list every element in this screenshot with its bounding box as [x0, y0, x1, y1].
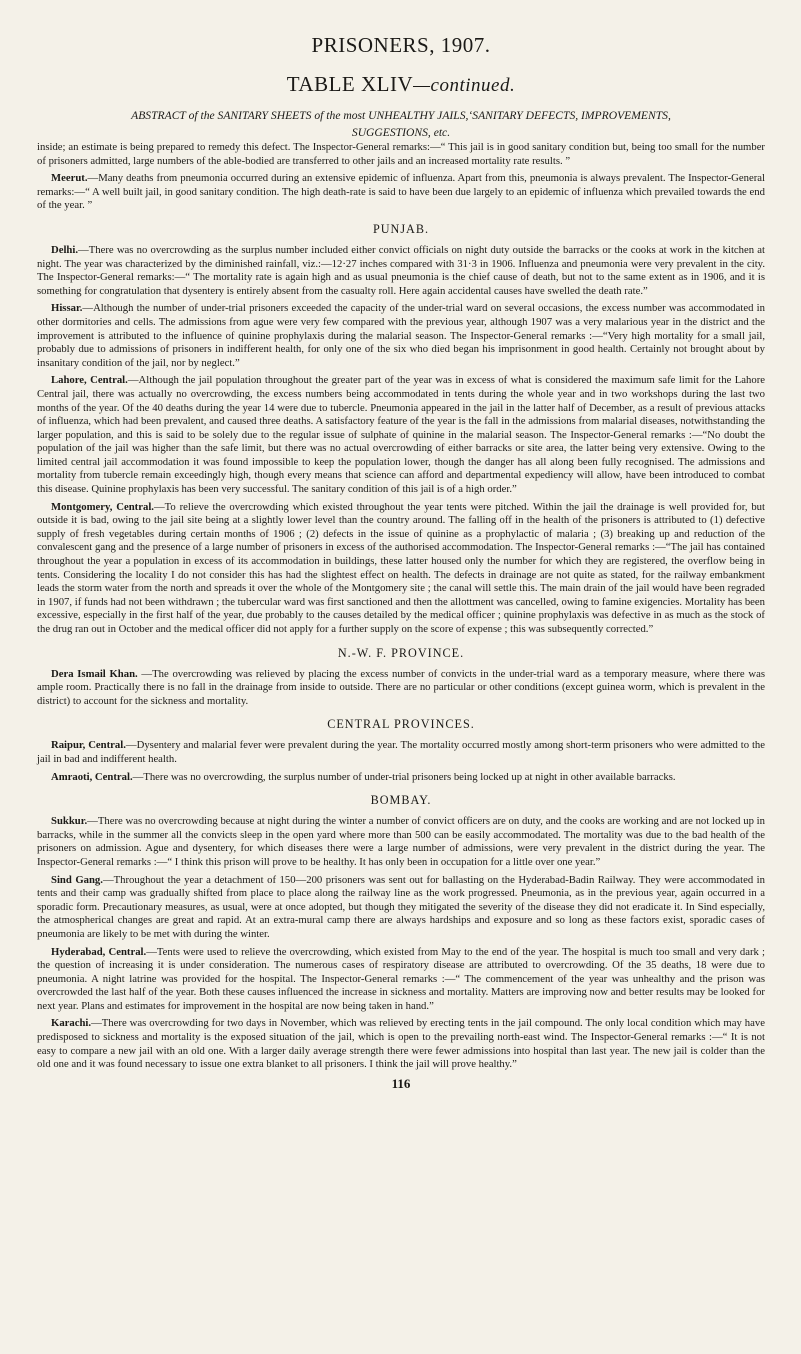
entry-text: —There was overcrowding for two days in November, which was relieved by erecting tents in the jail compound. The only local condition which may have predisposed to sickness and mortality is the exposed situation of the jail, which is open to the prevailing north-east wind. The Inspector-General remarks :—“ It is not easy to compare a new jail with an old one. With a larger daily average strength there were fewer admissions into hospital than last year. The new jail is colder than the old one and it was found necessary to issue one extra blanket to all prisoners. I think the jail will prove healthy.”: [37, 1017, 765, 1071]
entry-raipur: [37, 739, 765, 766]
entry-amraoti: [37, 771, 765, 785]
entry-text: —There was no overcrowding because at night during the winter a number of convict officers are on duty, and the cooks are working and are not locked up in barracks, while in the summer all the convicts sleep in the open yard where more than 500 can be easily accommodated. The mortality was due to the bad health of the prisoners on admission. Ague and dysentery, for which diseases there were a large number of admissions, were very prevalent in the district during the year. The Inspector-General remarks :—“ I think this prison will prove to be healthy. It has only been in occupation for a little over one year.”: [37, 815, 765, 868]
table-subtitle: [37, 107, 765, 141]
table-title: [37, 72, 765, 97]
entry-dera-ismail-khan: [37, 668, 765, 709]
entry-sukkur: [37, 815, 765, 869]
entry-text: —There was no overcrowding, the surplus number of under-trial prisoners being locked up at night in other available barracks.: [132, 770, 676, 783]
page-number: 116: [391, 1075, 411, 1091]
section-heading-bombay: BOMBAY.: [370, 793, 432, 808]
section-heading-nwfp: N.-W. F. PROVINCE.: [337, 645, 465, 660]
entry-text: —The overcrowding was relieved by placing the excess number of convicts in the under-trial ward as a temporary measure, where there was ample room. Practically there is no fall in the drainage from inside to outside. There are no particular or other conditions (except guinea worm, which is prevalent in the district) to account for the sickness and mortality.: [37, 667, 765, 707]
entry-place: Hyderabad, Central.: [51, 945, 147, 958]
entry-meerut: [37, 172, 765, 213]
intro-paragraph: inside; an estimate is being prepared to remedy this defect. The Inspector-General remarks:—“ This jail is in good sanitary condition but, being too small for the number of prisoners admitted, large numbers of the able-bodied are transferred to other jails and an increased mortality rate results. ”: [37, 141, 765, 167]
entry-place: Dera Ismail Khan.: [51, 667, 138, 680]
entry-place: Amraoti, Central.: [51, 770, 133, 783]
entry-text: —There was no overcrowding as the surplus number included either convict officials on night duty outside the barracks or the cooks at work in the kitchen at night. The year was characterized by the diminished rainfall, viz.:—12·27 inches compared with 31·3 in 1906. Influenza and pneumonia were very prevalent in the city. The Inspector-General remarks:—“ The mortality rate is again high and as usual pneumonia is the chief cause of death, but not to the same extent as in 1906, and it is something for congratulation that dysentery is entirely absent from the casualty roll. Here again accidental causes have swelled the death rate.”: [37, 243, 765, 297]
entry-place: Sukkur.: [51, 815, 88, 828]
entry-text: —Although the number of under-trial prisoners exceeded the capacity of the under-trial ward on several occasions, the excess number was accommodated in other dormitories and cells. The admissions from ague were very few compared with the previous year, although 1907 was a very malarious year in the district and the improvement is attributed to the influence of quinine prophylaxis during the malarial season. The Inspector-General remarks :—“Very high mortality for a small jail, probably due to admissions of prisoners in indifferent health, for only one of the six who died began his imprisonment in good health. Certainly not brought about by insanitary condition of the jail, nor by neglect.”: [37, 302, 765, 369]
document-page: [37, 0, 765, 1092]
table-title-suffix: —continued.: [413, 75, 516, 96]
table-title-main: TABLE XLIV: [286, 72, 414, 96]
entry-place: Sind Gang.: [51, 873, 103, 886]
subtitle-line-1: ABSTRACT of the SANITARY SHEETS of the most UNHEALTHY JAILS,‘SANITARY DEFECTS, IMPROVEMENTS,: [131, 109, 671, 122]
entry-hissar: [37, 302, 765, 370]
entry-text: —Dysentery and malarial fever were prevalent during the year. The mortality occurred mostly among short-term prisoners who were admitted to the jail in bad and indifferent health.: [37, 739, 766, 765]
entry-place: Raipur, Central.: [51, 739, 126, 752]
entry-text: —To relieve the overcrowding which existed throughout the year tents were pitched. Within the jail the drainage is well provided for, but outside it is bad, owing to the jail site being at a slightly lower level than the country around. The falling off in the health of the prisoners is attributed to (1) defective supply of fresh vegetables during certain months of 1906 ; (2) defects in the issue of quinine as a prophylactic of malaria ; (3) breaking up and reduction of the convalescent gang and the presence of a large number of prisoners in excess of the authorised accommodation. The Inspector-General remarks :—“The jail has contained throughout the year a population in excess of its accommodation in buildings, these latter housed only the number for which they are registered, the overflow being in tents. Considering the locality I do not consider this has had the slightest effect on health. The defects in drainage are not quite as stated, for the railway embankment leads the storm water from the north and spreads it over the whole of the Montgomery site ; the canal will settle this. The main drain of the jail would have been regraded in 1907, if funds had not been withdrawn ; the tubercular ward was first sanctioned and then the allottment was cancelled, owing to famine exigencies. Mortality has been excessive, especially in the first half of the year, due probably to the causes detailed by the medical officer ; quinine prophylaxis was defective in as much as the stock of the drug ran out in October and the medical officer did not apply for a further supply on the score of expense ; this was subsequently corrected.”: [37, 500, 765, 635]
entry-place: Lahore, Central.: [51, 374, 128, 387]
section-heading-central-provinces: CENTRAL PROVINCES.: [327, 717, 475, 732]
entry-place: Delhi.: [51, 243, 79, 256]
entry-karachi: [37, 1017, 765, 1071]
entry-text: —Although the jail population throughout the greater part of the year was in excess of what is considered the maximum safe limit for the Lahore Central jail, there was actually no overcrowding, the excess numbers being accommodated in tents during the whole year and in two workshops during the last two months of the year. Of the 40 deaths during the year 14 were due to tubercle. Pneumonia appeared in the jail in the latter half of December, as a result of previous attacks of influenza, which had been prevalent, and caused three deaths. A satisfactory feature of the year is the fall in the admissions from malarial diseases, notwithstanding the larger population, and this is said to be solely due to the regular issue of sulphate of quinine in the malarial season. The Inspector-General remarks :—“No doubt the population of the jail was higher than the safe limit, but there was no actual overcrowding of either barracks or site area, the latter being very extensive. Owing to the limited central jail accommodation it was found impossible to keep the population lower, though the danger has all along been fully recognised. The admissions and mortality from tubercle remain exceedingly high, though every means that science can afford and departmental expediency will allow, have been introduced to combat this disease. Quinine prophylaxis has been very successful. The sanitary condition of this jail is of a high order.”: [37, 374, 766, 496]
entry-place: Meerut.: [51, 172, 88, 185]
entry-place: Karachi.: [51, 1017, 92, 1030]
entry-lahore: [37, 374, 765, 496]
entry-text: —Throughout the year a detachment of 150—200 prisoners was sent out for ballasting on the Hyderabad-Badin Railway. They were accommodated in tents and their camp was gradually shifted from place to place along the railway line as the work progressed. Pneumonia, as in the previous year, again occurred in a sporadic form. Precautionary measures, as usual, were at once adopted, but though they mitigated the severity of the disease they did not eradicate it. In Sind especially, the atmospherical changes are great and rapid. At an extra-mural camp there are always hardships and exposure and so long as these factors exist, sporadic cases of pneumonia are likely to be met with during the winter.: [37, 873, 765, 940]
entry-hyderabad: [37, 946, 765, 1014]
entry-place: Montgomery, Central.: [51, 500, 154, 513]
entry-delhi: [37, 244, 765, 298]
entry-text: —Many deaths from pneumonia occurred during an extensive epidemic of influenza. Apart from this, pneumonia is always prevalent. The Inspector-General remarks:—“ A well built jail, in good sanitary condition. The high death-rate is said to have been due largely to an epidemic of influenza which prevailed towards the end of the year. ”: [37, 172, 765, 212]
entry-sind-gang: [37, 874, 765, 942]
entry-montgomery: [37, 501, 765, 637]
section-heading-punjab: PUNJAB.: [372, 221, 430, 236]
subtitle-line-2: SUGGESTIONS, etc.: [351, 126, 451, 139]
running-head: PRISONERS, 1907.: [311, 33, 491, 57]
entry-text: —Tents were used to relieve the overcrowding, which existed from May to the end of the year. The hospital is much too small and very dark ; the question of increasing it is under consideration. The numerous cases of respiratory disease are attributed to overcrowding. Of the 35 deaths, 18 were due to pneumonia. A night latrine was provided for the hospital. The Inspector-General remarks :—“ The commencement of the year was unhealthy and the prison was overcrowded the last half of the year. Both these causes influenced the increase in sickness and mortality. Matters are improving now and better results may be looked for next year. Plans and estimates for improvement in the hospital are now being taken in hand.”: [37, 945, 766, 1012]
entry-place: Hissar.: [51, 302, 83, 315]
